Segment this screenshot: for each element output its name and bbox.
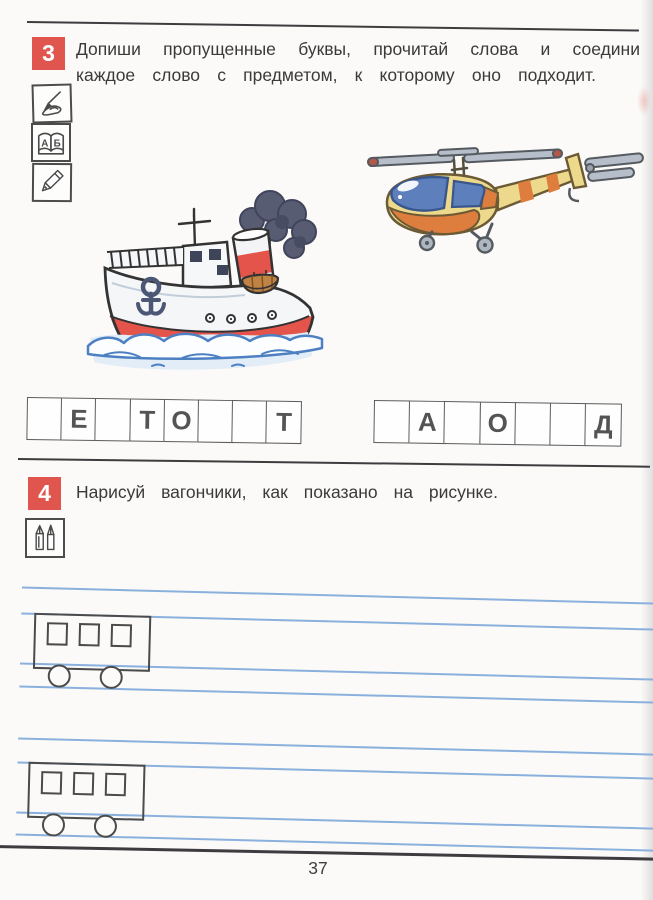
letter-cell[interactable] <box>444 401 482 445</box>
alphabet-book-icon <box>31 123 71 162</box>
steamship-illustration <box>82 190 334 385</box>
word1-letter-boxes <box>26 397 300 444</box>
helicopter-illustration <box>360 130 650 260</box>
letter-cell[interactable] <box>95 398 132 442</box>
scan-smudge <box>637 86 651 116</box>
letter-cell[interactable] <box>514 402 552 446</box>
wagon-wheel <box>42 813 66 837</box>
wagon-wheel <box>99 666 123 690</box>
letter-cell[interactable]: Д <box>585 403 623 447</box>
ruled-line <box>22 587 653 606</box>
letter-cell[interactable]: Т <box>129 399 166 443</box>
wagon-window <box>41 771 63 795</box>
task3-instruction-line2: каждое слово с предметом, к которому оно подходит. <box>76 65 596 85</box>
wagon-window <box>79 623 101 647</box>
letter-cell[interactable]: А <box>409 401 447 445</box>
letter-cell[interactable] <box>197 400 234 444</box>
task3-number-badge: 3 <box>32 37 65 70</box>
pencil-icon <box>32 163 72 202</box>
wagon-window <box>47 622 69 646</box>
wagon-window <box>110 624 132 648</box>
book-letter-b: Б <box>53 138 61 150</box>
letter-cell[interactable]: Е <box>61 398 98 442</box>
letter-cell[interactable]: О <box>479 402 517 446</box>
colored-pencils-icon <box>25 518 65 558</box>
page-number: 37 <box>308 858 328 878</box>
writing-hand-icon <box>31 83 72 123</box>
writing-lines-area[interactable] <box>0 586 653 884</box>
letter-cell[interactable]: О <box>163 399 200 443</box>
letter-cell[interactable]: Т <box>266 401 303 445</box>
wagon-wheel <box>94 814 118 838</box>
letter-cell[interactable] <box>26 397 63 441</box>
wagon-wheel <box>47 664 71 688</box>
section-divider <box>18 458 650 468</box>
letter-cell[interactable] <box>232 400 269 444</box>
book-letter-a: А <box>41 138 49 150</box>
word2-letter-boxes <box>373 400 620 447</box>
ruled-line <box>18 738 653 757</box>
task4-instruction: Нарисуй вагончики, как показано на рисунке. <box>76 482 498 502</box>
wagon-window <box>105 773 127 797</box>
letter-cell[interactable] <box>373 400 411 444</box>
letter-cell[interactable] <box>549 403 587 447</box>
top-divider <box>27 21 639 32</box>
wagon-window <box>73 772 95 796</box>
task3-instruction-line1: Допиши пропущенные буквы, прочитай слова и соедини <box>76 39 640 59</box>
sample-wagon <box>33 613 151 672</box>
sample-wagon <box>27 762 145 821</box>
task4-number-badge: 4 <box>28 477 61 510</box>
